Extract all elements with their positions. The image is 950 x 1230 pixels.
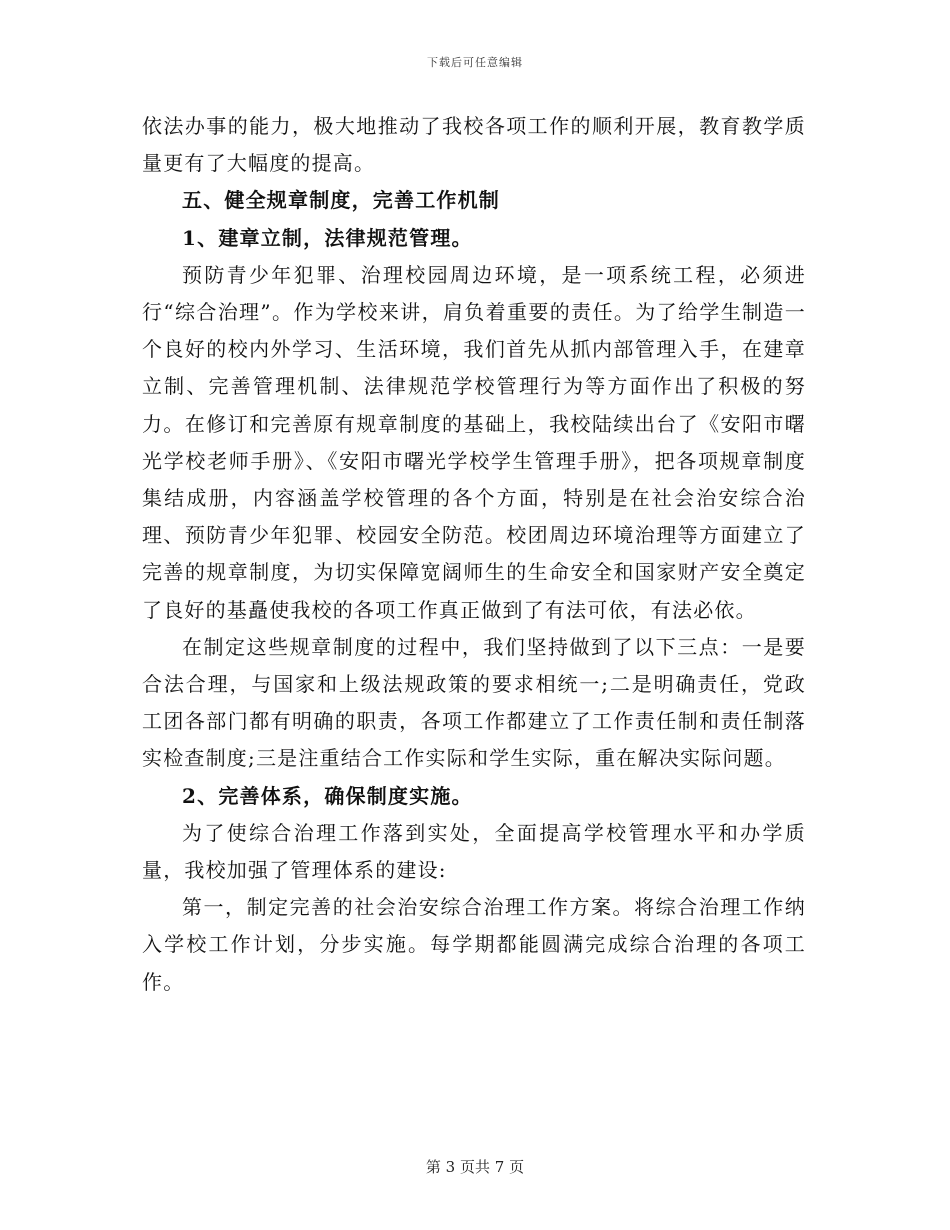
paragraph-continuation: 依法办事的能力，极大地推动了我校各项工作的顺利开展，教育教学质量更有了大幅度的提高。 [142,114,806,176]
paragraph-first-measure: 第一，制定完善的社会治安综合治理工作方案。将综合治理工作纳入学校工作计划，分步实施。每学期都能圆满完成综合治理的各项工作。 [142,895,806,994]
subsection-heading-2: 2、完善体系，确保制度实施。 [182,783,473,808]
page-number: 第 3 页共 7 页 [425,1158,525,1176]
paragraph-regulations: 预防青少年犯罪、治理校园周边环境，是一项系统工程，必须进行“综合治理”。作为学校来讲，肩负着重要的责任。为了给学生制造一个良好的校内外学习、生活环境，我们首先从抓内部管理入手，在建章立制、完善管理机制、法律规范学校管理行为等方面作出了积极的努力。在修订和完善原有规章制度的基础上，我校陆续出台了《安阳市曙光学校老师手册》、《安阳市曙光学校学生管理手册》，把各项规章制度集结成册，内容涵盖学校管理的各个方面，特别是在社会治安综合治理、预防青少年犯罪、校园安全防范。校团周边环境治理等方面建立了完善的规章制度，为切实保障宽阔师生的生命安全和国家财产安全奠定了良好的基矗使我校的各项工作真正做到了有法可依，有法必依。 [142,262,806,622]
subsection-heading-1: 1、建章立制，法律规范管理。 [182,225,473,250]
section-heading-5: 五、健全规章制度，完善工作机制 [182,188,500,213]
paragraph-management-system: 为了使综合治理工作落到实处，全面提高学校管理水平和办学质量，我校加强了管理体系的建设: [142,820,806,883]
paragraph-three-points: 在制定这些规章制度的过程中，我们坚持做到了以下三点：一是要合法合理，与国家和上级法规政策的要求相统一;二是明确责任，党政工团各部门都有明确的职责，各项工作都建立了工作责任制和责任制落实检查制度;三是注重结合工作实际和学生实际，重在解决实际问题。 [142,634,806,771]
page-header: 下载后可任意编辑 [427,56,523,69]
document-body [142,108,806,1001]
